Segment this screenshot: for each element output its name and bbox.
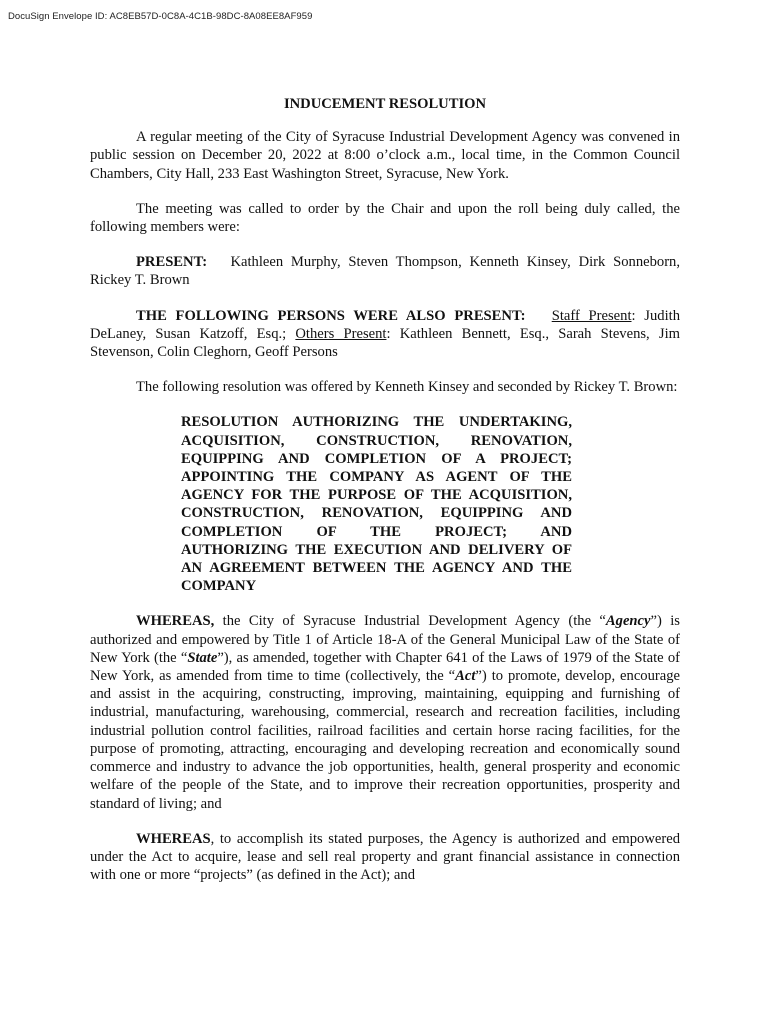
meeting-paragraph: A regular meeting of the City of Syracuse Industrial Development Agency was convened in public session on December 20, 2022 at 8:00 o’clock a.m., local time, in the Common Council Chambers, City Hall, 233 East Washington Street, Syracuse, New York. — [90, 129, 680, 182]
staff-present-names: : Judith DeLaney, Susan Katzoff, Esq.; — [90, 307, 680, 342]
staff-present-label: Staff Present — [551, 307, 632, 324]
also-present-colon: : — [520, 307, 526, 324]
resolution-line: ACQUISITION, CONSTRUCTION, RENOVATION, — [181, 432, 572, 449]
others-present-names: : Kathleen Bennett, Esq., Sarah Stevens, Jim Stevenson, Colin Cleghorn, Geoff Persons — [90, 325, 680, 361]
whereas-lead: WHEREAS — [136, 830, 211, 847]
also-present-paragraph — [90, 307, 680, 362]
resolution-line: COMPLETION OF THE PROJECT; AND — [181, 523, 572, 540]
resolution-line: COMPANY — [181, 578, 257, 595]
whereas-text: ”) to promote, develop, encourage and assist in the acquiring, constructing, improving, maintaining, equipping and furnishing of industrial, manufacturing, warehousing, commercial, research and recreation facilities, including industrial pollution control facilities, railroad facilities and certain horse racing facilities, for the purpose of promoting, attracting, encouraging and developing recreation and economically sound commerce and industry to advance the job opportunities, health, general prosperity and economic welfare of the people of the State, and to improve their recreation opportunities, prosperity and standard of living; and — [90, 668, 681, 812]
document-page — [90, 95, 680, 901]
whereas-text: ”) is authorized and empowered by Title 1 of Article 18-A of the General Municipal Law of the State of New York (the “ — [90, 613, 680, 666]
also-present-label: THE FOLLOWING PERSONS WERE ALSO PRESENT — [136, 307, 521, 324]
present-colon: : — [202, 254, 208, 271]
resolution-line: AUTHORIZING THE EXECUTION AND DELIVERY OF — [181, 541, 572, 558]
defined-term-act: Act — [455, 668, 476, 685]
resolution-line: AN AGREEMENT BETWEEN THE AGENCY AND THE — [181, 560, 572, 577]
defined-term-state: State — [187, 649, 218, 666]
docusign-envelope-id: DocuSign Envelope ID: AC8EB57D-0C8A-4C1B-98DC-8A08EE8AF959 — [8, 11, 313, 22]
resolution-line: AGENCY FOR THE PURPOSE OF THE ACQUISITION, — [181, 487, 572, 504]
resolution-line: EQUIPPING AND COMPLETION OF A PROJECT; — [181, 450, 572, 467]
others-present-label: Others Present — [295, 325, 387, 342]
document-title: INDUCEMENT RESOLUTION — [283, 96, 487, 112]
resolution-line: CONSTRUCTION, RENOVATION, EQUIPPING AND — [181, 505, 572, 522]
defined-term-agency: Agency — [605, 613, 651, 630]
whereas-text: ”), as amended, together with Chapter 641 of the Laws of 1979 of the State of New York, as amended from time to time (collectively, the “ — [90, 649, 680, 685]
whereas-paragraph-1 — [90, 612, 680, 812]
present-names: Kathleen Murphy, Steven Thompson, Kenneth Kinsey, Dirk Sonneborn, Rickey T. Brown — [90, 254, 680, 289]
offered-paragraph: The following resolution was offered by Kenneth Kinsey and seconded by Rickey T. Brown: — [136, 379, 678, 396]
whereas-lead: WHEREAS, — [136, 613, 215, 630]
present-label: PRESENT — [136, 254, 203, 271]
whereas-paragraph-2 — [90, 830, 680, 885]
whereas-text: the City of Syracuse Industrial Development Agency (the “ — [214, 613, 606, 630]
whereas-text: , to accomplish its stated purposes, the Agency is authorized and empowered under the Act to acquire, lease and sell real property and grant financial assistance in connection with one or more “projects” (as defined in the Act); and — [90, 830, 680, 884]
resolution-line: APPOINTING THE COMPANY AS AGENT OF THE — [181, 469, 572, 486]
resolution-line: RESOLUTION AUTHORIZING THE UNDERTAKING, — [181, 414, 572, 431]
resolution-heading — [181, 413, 572, 595]
roll-call-paragraph: The meeting was called to order by the Chair and upon the roll being duly called, the following members were: — [90, 200, 680, 236]
present-paragraph — [90, 253, 680, 289]
